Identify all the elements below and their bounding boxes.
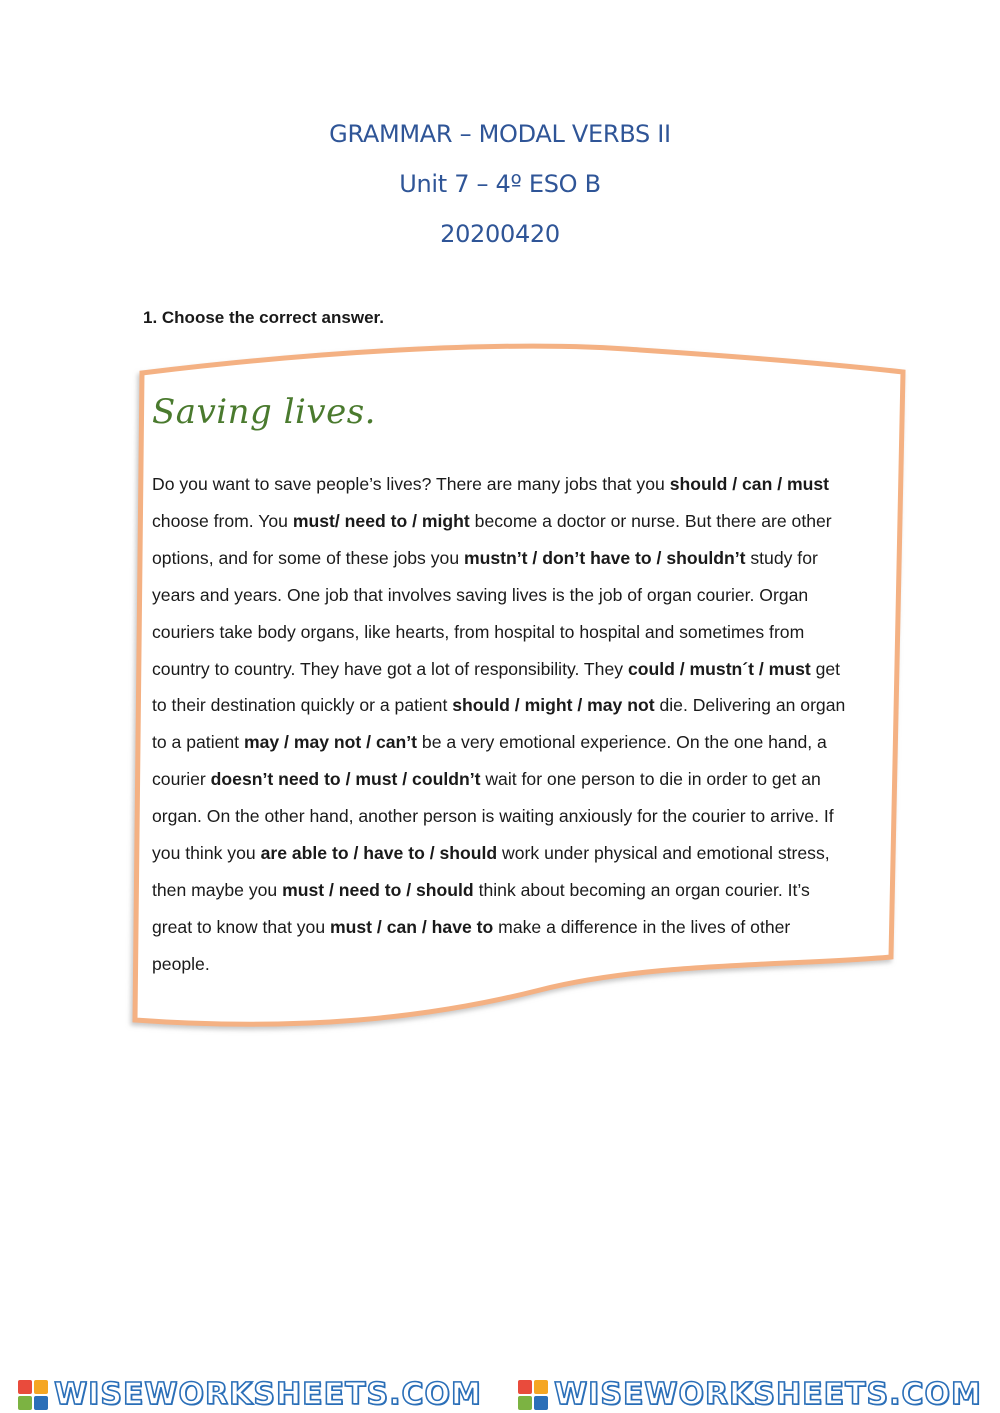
exercise-instruction: 1. Choose the correct answer.: [143, 308, 384, 327]
footer-branding: [0, 1376, 1000, 1413]
passage-line: [152, 687, 892, 724]
passage-text-segment: options, and for some of these jobs you: [152, 547, 464, 568]
passage-text-segment: Do you want to save people’s lives? There are many jobs that you: [152, 474, 670, 494]
passage-text-segment: think about becoming an organ courier. It’s: [473, 879, 810, 900]
passage-line: [152, 614, 892, 651]
modal-choice[interactable]: must/ need to / might: [292, 510, 470, 531]
passage-text-segment: couriers take body organs, like hearts, from hospital to hospital and sometimes from: [152, 621, 805, 642]
logo-right: [518, 1377, 982, 1412]
passage-text-segment: die. Delivering an organ: [654, 695, 846, 716]
modal-choice[interactable]: should / can / must: [669, 474, 830, 494]
passage-line: [152, 909, 892, 946]
passage-text-segment: be a very emotional experience. On the one hand, a: [417, 732, 827, 753]
logo-text: WISEWORKSHEETS.COM: [54, 1377, 482, 1412]
passage-text-segment: people.: [152, 953, 210, 974]
modal-choice[interactable]: could / mustn´t / must: [627, 658, 811, 679]
modal-choice[interactable]: mustn’t / don’t have to / shouldn’t: [464, 547, 746, 568]
passage-text-segment: then maybe you: [152, 879, 283, 900]
worksheet-title: GRAMMAR – MODAL VERBS II: [329, 120, 671, 148]
logo-grid-icon: [518, 1380, 548, 1410]
modal-choice[interactable]: must / can / have to: [330, 916, 494, 937]
passage-text-segment: to a patient: [152, 732, 244, 753]
modal-choice[interactable]: are able to / have to / should: [260, 843, 498, 864]
passage-text-segment: study for: [745, 547, 818, 568]
passage-title: Saving lives.: [152, 392, 376, 432]
logo-text: WISEWORKSHEETS.COM: [554, 1377, 982, 1412]
passage-line: [152, 761, 892, 798]
modal-choice[interactable]: should / might / may not: [452, 695, 655, 716]
passage-text-segment: to their destination quickly or a patient: [152, 695, 453, 716]
passage-text-segment: wait for one person to die in order to get an: [480, 769, 821, 790]
passage-text-segment: become a doctor or nurse. But there are other: [469, 510, 832, 531]
logo-left: [18, 1377, 482, 1412]
passage-line: [152, 466, 892, 503]
passage-text: [152, 466, 892, 983]
passage-line: [152, 577, 892, 614]
passage-line: [152, 540, 892, 577]
passage-line: [152, 503, 892, 540]
unit-label: Unit 7 – 4º ESO B: [399, 170, 601, 198]
passage-line: [152, 946, 892, 983]
modal-choice[interactable]: may / may not / can’t: [243, 732, 418, 753]
modal-choice[interactable]: must / need to / should: [282, 879, 474, 900]
passage-text-segment: you think you: [152, 843, 261, 864]
passage-text-segment: choose from. You: [152, 510, 293, 531]
passage-text-segment: courier: [152, 769, 211, 790]
passage-line: [152, 798, 892, 835]
passage-text-segment: country to country. They have got a lot of responsibility. They: [152, 658, 628, 679]
passage-line: [152, 835, 892, 872]
passage-text-segment: work under physical and emotional stress,: [497, 843, 830, 864]
passage-line: [152, 651, 892, 688]
passage-text-segment: years and years. One job that involves saving lives is the job of organ courier. Organ: [152, 584, 809, 605]
passage-text-segment: get: [810, 658, 841, 679]
passage-text-segment: great to know that you: [152, 916, 330, 937]
passage-line: [152, 724, 892, 761]
passage-line: [152, 872, 892, 909]
passage-text-segment: organ. On the other hand, another person is waiting anxiously for the courier to arrive. If: [152, 806, 834, 827]
logo-grid-icon: [18, 1380, 48, 1410]
modal-choice[interactable]: doesn’t need to / must / couldn’t: [210, 769, 481, 790]
passage-text-segment: make a difference in the lives of other: [493, 916, 791, 937]
date-label: 20200420: [440, 220, 560, 248]
